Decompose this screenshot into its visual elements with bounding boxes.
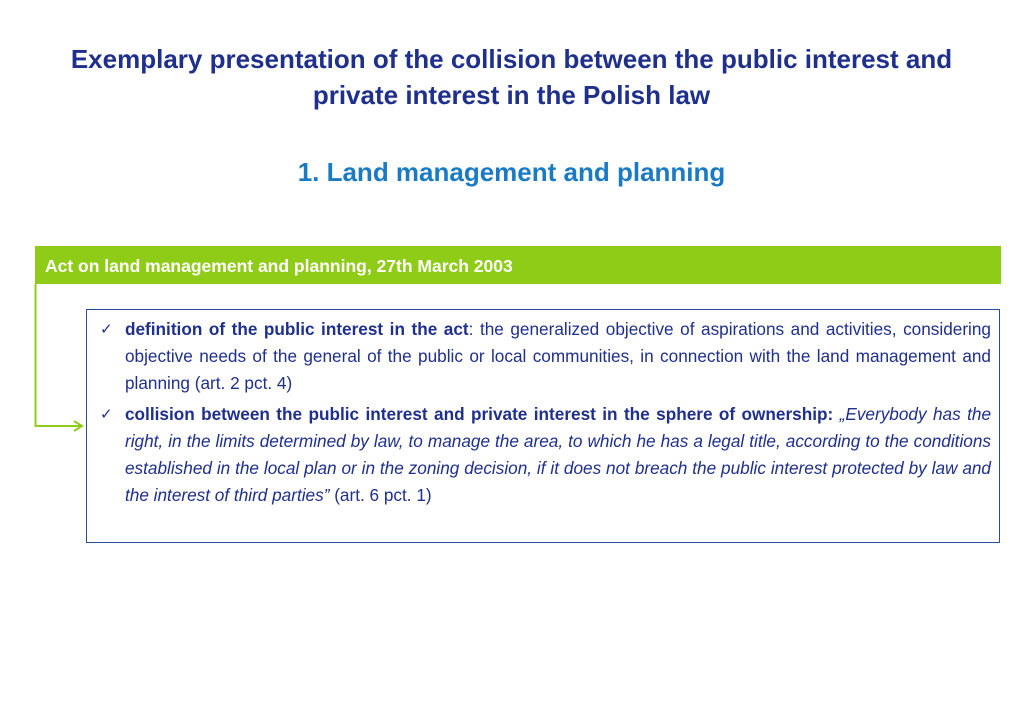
checkmark-icon: ✓ (100, 320, 113, 338)
slide-subtitle: 1. Land management and planning (297, 157, 726, 187)
item-term: collision between the public interest and private interest in the sphere of ownership: (125, 404, 834, 424)
content-box (86, 309, 1000, 543)
item-term: definition of the public interest in the act (125, 319, 469, 339)
item-separator: : (468, 319, 474, 339)
slide-title: Exemplary presentation of the collision between the public interest and private interest in the Polish law (70, 44, 953, 110)
act-header-bar: Act on land management and planning, 27th March 2003 (35, 246, 1001, 284)
checkmark-icon: ✓ (100, 405, 113, 423)
item-reference: (art. 6 pct. 1) (329, 485, 432, 505)
item-text: the generalized objective of aspirations and activities, considering objective needs of the general of the public or local communities, in connection with the land management and planning (art. 2 pct. 4) (125, 319, 991, 393)
list-item (95, 401, 991, 509)
list-item (95, 316, 991, 397)
item-quote: „Everybody has the right, in the limits determined by law, to manage the area, to which he has a legal title, according to the conditions established in the local plan or in the zoning decision, if it does not breach the public interest protected by law and the interest of third parties” (125, 404, 992, 505)
connector-line (36, 284, 81, 426)
